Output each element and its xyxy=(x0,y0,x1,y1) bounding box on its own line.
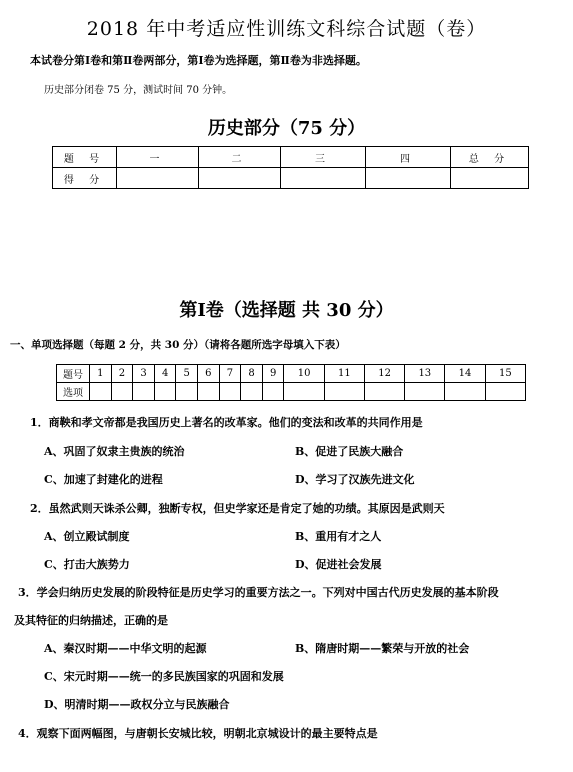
question-1-option-c: C、加速了封建化的进程 xyxy=(44,473,163,486)
answer-blank xyxy=(324,383,364,401)
question-number: 1 xyxy=(90,365,112,383)
question-number: 12 xyxy=(364,365,404,383)
answer-blank xyxy=(241,383,263,401)
answer-blank xyxy=(445,383,485,401)
answer-blank xyxy=(198,383,220,401)
question-number: 13 xyxy=(405,365,445,383)
question-number: 14 xyxy=(445,365,485,383)
score-cell-label: 题 号 xyxy=(53,147,117,168)
intro-line-2: 历史部分闭卷 75 分，测试时间 70 分钟。 xyxy=(44,85,233,96)
question-3-option-c: C、宋元时期——统一的多民族国家的巩固和发展 xyxy=(44,670,284,683)
score-blank xyxy=(199,168,281,189)
question-1-stem: 1．商鞅和孝文帝都是我国历史上著名的改革家。他们的变法和改革的共同作用是 xyxy=(30,416,423,429)
question-2-option-a: A、创立殿试制度 xyxy=(44,530,130,543)
part1-title: 第Ⅰ卷（选择题 共 30 分） xyxy=(179,300,394,321)
question-number: 7 xyxy=(219,365,241,383)
question-number: 15 xyxy=(485,365,525,383)
answer-blank xyxy=(364,383,404,401)
question-number: 10 xyxy=(284,365,324,383)
score-blank xyxy=(451,168,529,189)
answer-blank xyxy=(284,383,324,401)
answer-blank xyxy=(485,383,525,401)
question-2-option-b: B、重用有才之人 xyxy=(295,530,382,543)
question-1-option-a: A、巩固了奴隶主贵族的统治 xyxy=(44,445,185,458)
exam-title: 2018 年中考适应性训练文科综合试题（卷） xyxy=(86,18,487,40)
question-3-option-d: D、明清时期——政权分立与民族融合 xyxy=(44,698,230,711)
answer-blank xyxy=(405,383,445,401)
answer-table-number-row xyxy=(57,365,526,383)
question-number: 4 xyxy=(154,365,176,383)
section-title: 历史部分（75 分） xyxy=(207,118,366,139)
answer-table xyxy=(56,364,526,401)
question-3-option-b: B、隋唐时期——繁荣与开放的社会 xyxy=(295,642,470,655)
score-cell-4: 四 xyxy=(366,147,451,168)
question-1-option-d: D、学习了汉族先进文化 xyxy=(295,473,415,486)
section-subhead: 一、单项选择题（每题 2 分，共 30 分）（请将各题所选字母填入下表） xyxy=(10,339,346,351)
score-table xyxy=(52,146,529,189)
question-2-option-c: C、打击大族势力 xyxy=(44,558,130,571)
answer-row-label: 题号 xyxy=(57,365,90,383)
question-number: 9 xyxy=(262,365,284,383)
score-blank xyxy=(117,168,199,189)
score-row-label: 得 分 xyxy=(53,168,117,189)
score-cell-3: 三 xyxy=(281,147,366,168)
question-number: 11 xyxy=(324,365,364,383)
question-number: 6 xyxy=(198,365,220,383)
question-number: 8 xyxy=(241,365,263,383)
score-cell-total: 总 分 xyxy=(451,147,529,168)
question-2-option-d: D、促进社会发展 xyxy=(295,558,382,571)
answer-blank xyxy=(133,383,155,401)
score-cell-1: 一 xyxy=(117,147,199,168)
option-row-label: 选项 xyxy=(57,383,90,401)
score-blank xyxy=(366,168,451,189)
answer-blank xyxy=(262,383,284,401)
answer-blank xyxy=(90,383,112,401)
answer-blank xyxy=(219,383,241,401)
score-cell-2: 二 xyxy=(199,147,281,168)
score-blank xyxy=(281,168,366,189)
score-table-score-row xyxy=(53,168,529,189)
question-4-stem: 4．观察下面两幅图，与唐朝长安城比较，明朝北京城设计的最主要特点是 xyxy=(18,727,378,740)
intro-line-1: 本试卷分第Ⅰ卷和第Ⅱ卷两部分，第Ⅰ卷为选择题，第Ⅱ卷为非选择题。 xyxy=(30,54,367,67)
question-2-stem: 2．虽然武则天诛杀公卿，独断专权，但史学家还是肯定了她的功绩。其原因是武则天 xyxy=(30,502,445,515)
question-number: 3 xyxy=(133,365,155,383)
score-table-header-row xyxy=(53,147,529,168)
answer-blank xyxy=(154,383,176,401)
answer-table-option-row xyxy=(57,383,526,401)
answer-blank xyxy=(176,383,198,401)
question-number: 5 xyxy=(176,365,198,383)
question-1-option-b: B、促进了民族大融合 xyxy=(295,445,404,458)
question-3-option-a: A、秦汉时期——中华文明的起源 xyxy=(44,642,207,655)
question-3-stem-line-2: 及其特征的归纳描述，正确的是 xyxy=(14,614,168,627)
answer-blank xyxy=(111,383,133,401)
question-3-stem-line-1: 3．学会归纳历史发展的阶段特征是历史学习的重要方法之一。下列对中国古代历史发展的基本阶段 xyxy=(18,586,499,599)
question-number: 2 xyxy=(111,365,133,383)
